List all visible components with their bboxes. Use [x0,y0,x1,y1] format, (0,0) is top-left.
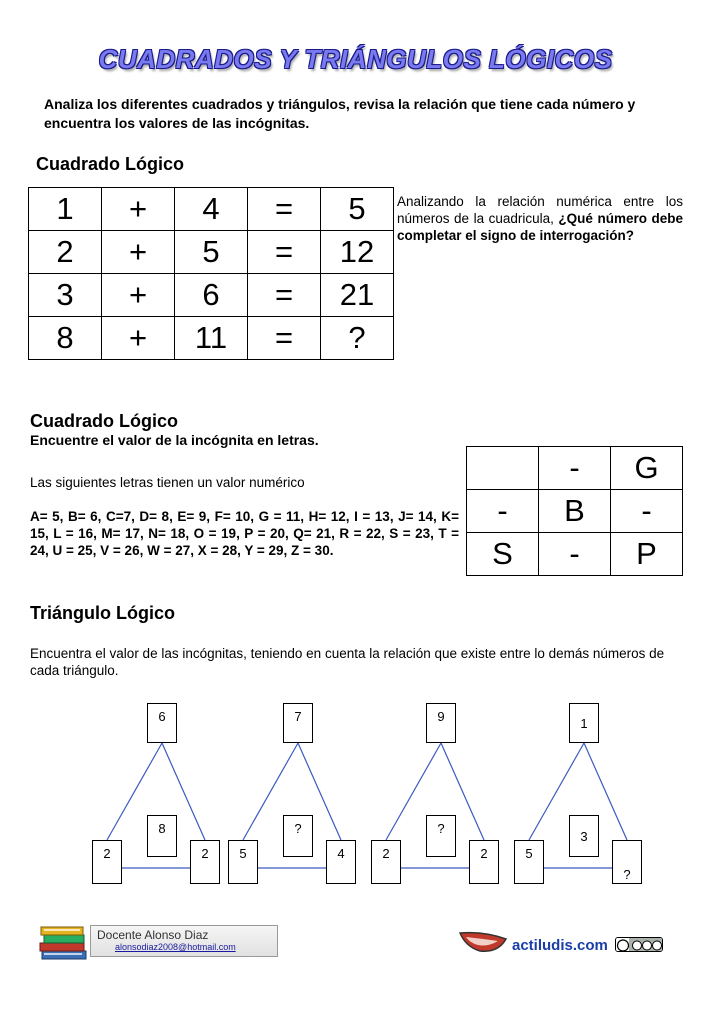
number-grid-cell: 3 [29,274,102,317]
number-grid-cell: 8 [29,317,102,360]
section3-heading: Triángulo Lógico [30,603,175,623]
page-title: CUADRADOS Y TRIÁNGULOS LÓGICOS [98,44,613,74]
triangle-center-box-value: 3 [580,829,588,844]
letter-grid-cell: S [467,533,539,576]
books-logo [38,923,92,963]
triangle-top-box-value: 1 [580,716,588,731]
number-grid-cell: + [102,188,175,231]
number-grid-cell: 4 [175,188,248,231]
triangle-right-box-value: ? [623,867,631,882]
mouth-logo-icon [458,927,510,957]
books-icon [38,923,92,963]
number-grid-cell: ? [321,317,394,360]
number-grid-cell: 11 [175,317,248,360]
triangle-top-box-value: 7 [294,709,302,724]
triangle-center-box-value: ? [437,821,445,836]
number-grid-cell: 5 [175,231,248,274]
number-grid-cell: 21 [321,274,394,317]
author-name: Docente Alonso Diaz [97,928,209,942]
letter-grid-cell: B [539,490,611,533]
triangle-right-box-value: 4 [337,846,345,861]
number-grid-cell: = [248,231,321,274]
question-bold: ¿Qué número debe completar el signo de interrogación? [397,211,683,243]
triangle-left-box [514,840,544,884]
triangle-top-box-value: 6 [158,709,166,724]
number-grid-cell: + [102,231,175,274]
section2-subheading: Encuentre el valor de la incógnita en letras. [30,432,319,448]
triangle-left-box-value: 2 [382,846,390,861]
site-name[interactable]: actiludis.com [512,937,608,954]
intro-text: Analiza los diferentes cuadrados y triángulos, revisa la relación que tiene cada número y encuentra los valores de las incógnitas. [44,96,636,131]
section2-heading: Cuadrado Lógico [30,411,178,431]
triangle-top-box-value: 9 [437,709,445,724]
triangle-center-box-value: ? [294,821,302,836]
triangle-right-box-value: 2 [201,846,209,861]
author-card [90,925,278,957]
triangle-left-box-value: 2 [103,846,111,861]
number-grid-cell: 6 [175,274,248,317]
number-grid-cell: + [102,274,175,317]
cc-license-badge [615,937,663,952]
letter-grid-cell: - [539,533,611,576]
number-grid-cell: = [248,188,321,231]
letter-grid-cell: - [539,447,611,490]
triangle-right-box-value: 2 [480,846,488,861]
question-plain: Analizando la relación numérica entre los números de la cuadricula, [397,194,683,226]
number-grid-cell: 1 [29,188,102,231]
triangle-right-box [612,840,642,884]
triangle-center-box [569,815,599,857]
triangle-center-box-value: 8 [158,821,166,836]
section1-heading: Cuadrado Lógico [36,154,184,174]
letter-grid-cell: G [611,447,683,490]
number-grid-cell: 5 [321,188,394,231]
number-grid-cell: + [102,317,175,360]
triangle-top-box [569,703,599,743]
number-grid-cell: 12 [321,231,394,274]
triangle-left-box-value: 5 [239,846,247,861]
letter-grid-cell: P [611,533,683,576]
letter-grid-cell: - [611,490,683,533]
cc-license-icon [616,938,663,952]
number-grid-cell: 2 [29,231,102,274]
number-grid-cell: = [248,317,321,360]
actiludis-logo [458,927,510,957]
author-email[interactable]: alonsodiaz2008@hotmail.com [115,942,236,952]
section3-instructions: Encuentra el valor de las incógnitas, teniendo en cuenta la relación que existe entre lo demás números de cada triángulo. [30,646,665,678]
letters-values: A= 5, B= 6, C=7, D= 8, E= 9, F= 10, G = 11, H= 12, I = 13, J= 14, K= 15, L = 16, M= 17, N= 18, O = 19, P = 20, Q= 21, R = 22, S = 23, T = 24, U = 25, V = 26, W = 27, X = 28, Y = 29, Z = 30. [30,509,459,558]
letters-intro: Las siguientes letras tienen un valor numérico [30,475,305,490]
letter-grid-cell: - [467,490,539,533]
triangle-left-box-value: 5 [525,846,533,861]
number-grid-cell: = [248,274,321,317]
